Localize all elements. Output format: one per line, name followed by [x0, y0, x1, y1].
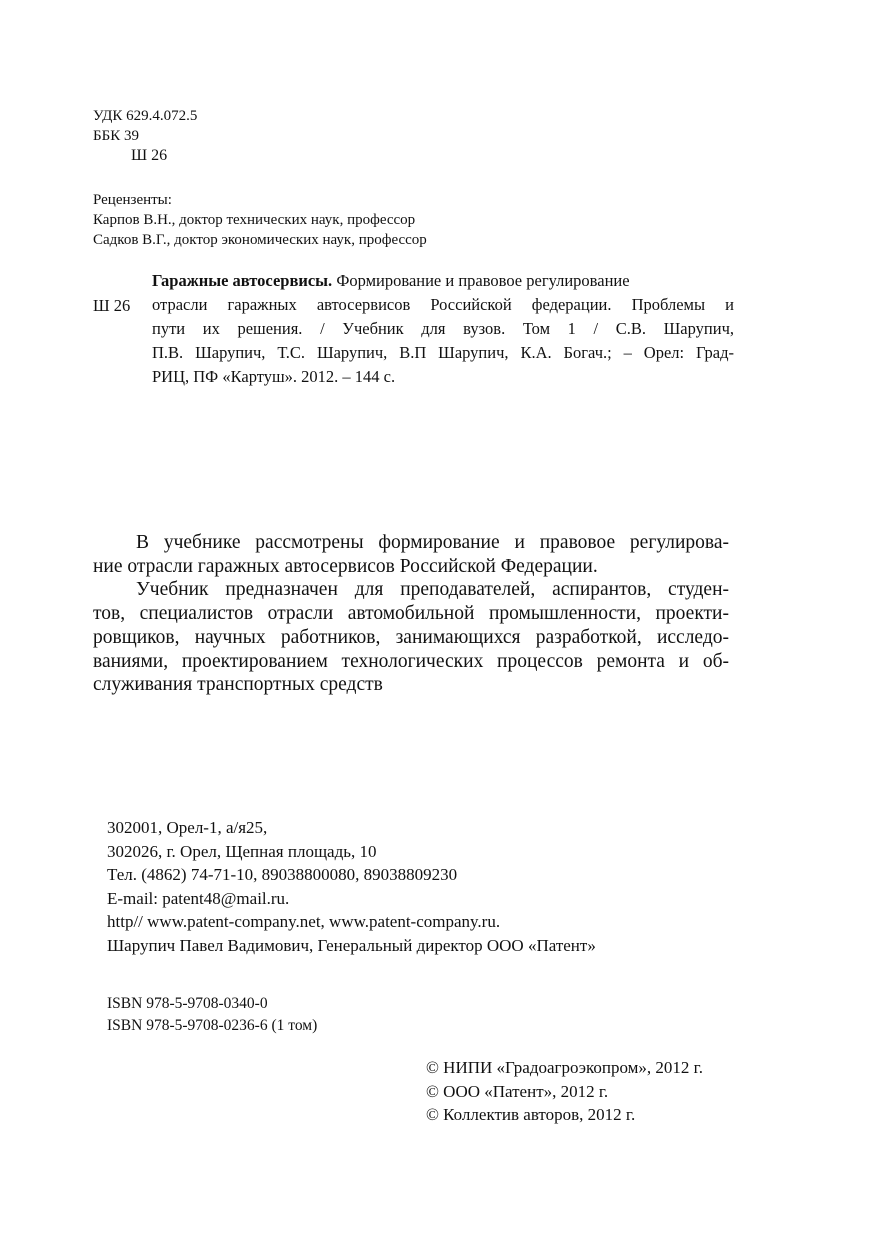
abstract-line: ровщиков, научных работников, занимающихся разработкой, исследо-	[93, 626, 729, 648]
reviewers-block	[93, 190, 427, 250]
bbk-code: ББК 39	[93, 128, 139, 144]
abstract-line: ваниями, проектированием технологических процессов ремонта и об-	[93, 650, 729, 672]
copyright-block	[426, 1056, 703, 1127]
bibliographic-record	[152, 269, 734, 389]
isbn-block	[107, 993, 317, 1036]
bibliography-line: П.В. Шарупич, Т.С. Шарупич, В.П Шарупич, К.А. Богач.; – Орел: Град-	[152, 343, 734, 362]
contact-line: 302001, Орел-1, а/я25,	[107, 818, 268, 837]
contact-line: 302026, г. Орел, Щепная площадь, 10	[107, 841, 377, 861]
reviewers-heading: Рецензенты:	[93, 192, 172, 208]
abstract-line: В учебнике рассмотрены формирование и правовое регулирова-	[136, 532, 729, 553]
classification-codes	[93, 106, 197, 166]
abstract-line: ние отрасли гаражных автосервисов Российской Федерации.	[93, 555, 598, 577]
book-subtitle: Формирование и правовое регулирование	[332, 271, 630, 290]
isbn-line: ISBN 978-5-9708-0340-0	[107, 995, 268, 1012]
publisher-contacts	[107, 816, 596, 957]
bibliography-line	[152, 269, 734, 293]
contact-line: Шарупич Павел Вадимович, Генеральный директор ООО «Патент»	[107, 935, 596, 955]
copyright-line: © Коллектив авторов, 2012 г.	[426, 1105, 636, 1124]
bibliography-line: отрасли гаражных автосервисов Российской федерации. Проблемы и	[152, 295, 734, 314]
reviewer-item: Садков В.Г., доктор экономических наук, профессор	[93, 232, 427, 248]
contact-line: http// www.patent-company.net, www.patent-company.ru.	[107, 912, 501, 931]
bibliography-code: Ш 26	[93, 296, 131, 315]
udk-code: УДК 629.4.072.5	[93, 108, 198, 124]
abstract-line: тов, специалистов отрасли автомобильной промышленности, проекти-	[93, 603, 729, 625]
book-title: Гаражные автосервисы.	[152, 271, 333, 290]
copyright-line: © ООО «Патент», 2012 г.	[426, 1081, 609, 1101]
isbn-line: ISBN 978-5-9708-0236-6 (1 том)	[107, 1016, 318, 1034]
contact-line: E-mail: patent48@mail.ru.	[107, 888, 290, 908]
abstract-line: Учебник предназначен для преподавателей, аспирантов, студен-	[136, 579, 729, 601]
contact-line: Тел. (4862) 74-71-10, 89038800080, 89038809230	[107, 865, 458, 884]
abstract-line: служивания транспортных средств	[93, 674, 383, 696]
bibliography-line: РИЦ, ПФ «Картуш». 2012. – 144 с.	[152, 367, 396, 386]
abstract	[93, 531, 729, 697]
author-mark: Ш 26	[131, 147, 168, 164]
copyright-line: © НИПИ «Градоагроэкопром», 2012 г.	[426, 1058, 703, 1077]
bibliography-line: пути их решения. / Учебник для вузов. Том 1 / С.В. Шарупич,	[152, 319, 734, 338]
reviewer-item: Карпов В.Н., доктор технических наук, профессор	[93, 212, 416, 228]
